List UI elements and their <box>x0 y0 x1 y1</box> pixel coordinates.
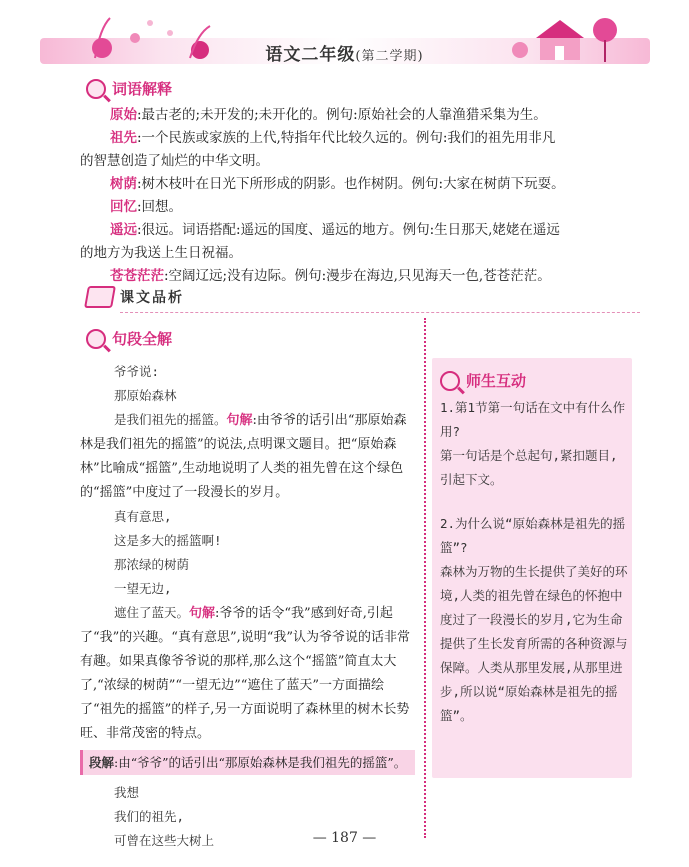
vocab-term: 苍苍茫茫 <box>110 268 164 284</box>
vocab-definition: :空阔辽远;没有边际。例句:漫步在海边,只见海天一色,苍苍茫茫。 <box>164 268 551 284</box>
vocab-item <box>80 219 615 265</box>
juduan-heading <box>86 328 172 349</box>
sidebar-dotted-border <box>424 318 426 838</box>
analysis-text: :由爷爷的话引出“那原始森林是我们祖先的摇篮”的说法,点明课文题目。把“原始森林”比喻成“摇篮”,生动地说明了人类的祖先曾在这个绿色的“摇篮”中度过了一段漫长的岁月。 <box>80 413 407 500</box>
magnifier-icon <box>86 79 106 99</box>
poem-line: 我想 <box>114 785 140 800</box>
vocab-definition: :树木枝叶在日光下所形成的阴影。也作树阴。例句:大家在树荫下玩耍。 <box>137 176 565 192</box>
poem-line: 那原始森林 <box>114 388 177 403</box>
vocab-list <box>80 104 615 288</box>
vocab-term: 遥远 <box>110 222 137 238</box>
vocab-definition: :最古老的;未开发的;未开化的。例句:原始社会的人靠渔猎采集为生。 <box>137 107 547 123</box>
poem-line: 一望无边, <box>114 581 172 596</box>
vocab-definition: :很远。词语搭配:遥远的国度、遥远的地方。例句:生日那天,姥姥在遥远 <box>137 222 560 238</box>
dotted-divider <box>120 312 640 313</box>
poem-line: 是我们祖先的摇篮。 <box>114 412 227 427</box>
vocab-term: 树荫 <box>110 176 137 192</box>
analysis-text: :爷爷的话令“我”感到好奇,引起了“我”的兴趣。“真有意思”,说明“我”认为爷爷说的话非常有趣。如果真像爷爷说的那样,那么这个“摇篮”简直太大了,“浓绿的树荫”“一望无边”“遮住了蓝天”一方面描绘了“祖先的摇篮”的样子,另一方面说明了森林里的树木长势旺、非常茂密的特点。 <box>80 606 411 741</box>
summary-text: :由“爷爷”的话引出“那原始森林是我们祖先的摇篮”。 <box>114 755 407 770</box>
vocab-item <box>80 127 615 173</box>
book-subtitle: (第二学期) <box>355 49 424 64</box>
analysis-label: 句解 <box>226 413 253 428</box>
vocab-definition: :回想。 <box>137 199 183 215</box>
vocab-item <box>110 104 615 127</box>
sidebar-title: 师生互动 <box>466 372 527 390</box>
vocab-term: 回忆 <box>110 199 137 215</box>
poem-line: 爷爷说: <box>114 364 160 379</box>
poem-line: 那浓绿的树荫 <box>114 557 190 572</box>
sidebar-answer: 森林为万物的生长提供了美好的环境,人类的祖先曾在绿色的怀抱中度过了一段漫长的岁月,它为生命提供了生长发育所需的各种资源与保障。人类从那里发展,从那里进步,所以说“原始森林是祖先的摇篮”。 <box>440 564 628 723</box>
vocab-term: 原始 <box>110 107 137 123</box>
kewen-title: 课文品析 <box>120 290 184 306</box>
sidebar-content <box>440 396 628 728</box>
poem-line: 我们的祖先, <box>114 809 185 824</box>
poem-line: 这是多大的摇篮啊! <box>114 533 222 548</box>
sidebar-question: 2.为什么说“原始森林是祖先的摇篮”? <box>440 516 626 555</box>
page-header <box>0 0 689 80</box>
book-title <box>0 40 689 65</box>
book-icon <box>84 286 116 308</box>
page-number: — 187 — <box>312 830 377 846</box>
vocab-definition-cont: 的地方为我送上生日祝福。 <box>80 245 242 261</box>
poem-line: 可曾在这些大树上 <box>114 833 215 848</box>
paragraph-summary-box <box>80 750 415 775</box>
sentence-analysis <box>80 601 415 746</box>
book-title-text: 语文二年级 <box>265 45 356 65</box>
vocab-definition: :一个民族或家族的上代,特指年代比较久远的。例句:我们的祖先用非凡 <box>137 130 556 146</box>
vocab-definition-cont: 的智慧创造了灿烂的中华文明。 <box>80 153 269 169</box>
main-text-column <box>80 360 415 853</box>
vocab-term: 祖先 <box>110 130 137 146</box>
summary-label: 段解 <box>89 755 115 770</box>
kewen-heading <box>86 286 184 308</box>
vocab-section-heading <box>86 78 172 99</box>
juduan-title: 句段全解 <box>112 330 173 348</box>
sidebar-answer: 第一句话是个总起句,紧扣题目,引起下文。 <box>440 448 618 487</box>
sentence-analysis <box>80 408 415 505</box>
vocab-item <box>110 265 615 288</box>
sidebar-question: 1.第1节第一句话在文中有什么作用? <box>440 400 626 439</box>
magnifier-icon <box>86 329 106 349</box>
vocab-item <box>110 196 615 219</box>
poem-line: 真有意思, <box>114 509 172 524</box>
analysis-label: 句解 <box>189 606 216 621</box>
sidebar-heading <box>440 370 526 391</box>
magnifier-icon <box>440 371 460 391</box>
vocab-section-title: 词语解释 <box>112 80 173 98</box>
poem-line: 遮住了蓝天。 <box>114 605 190 620</box>
vocab-item <box>110 173 615 196</box>
